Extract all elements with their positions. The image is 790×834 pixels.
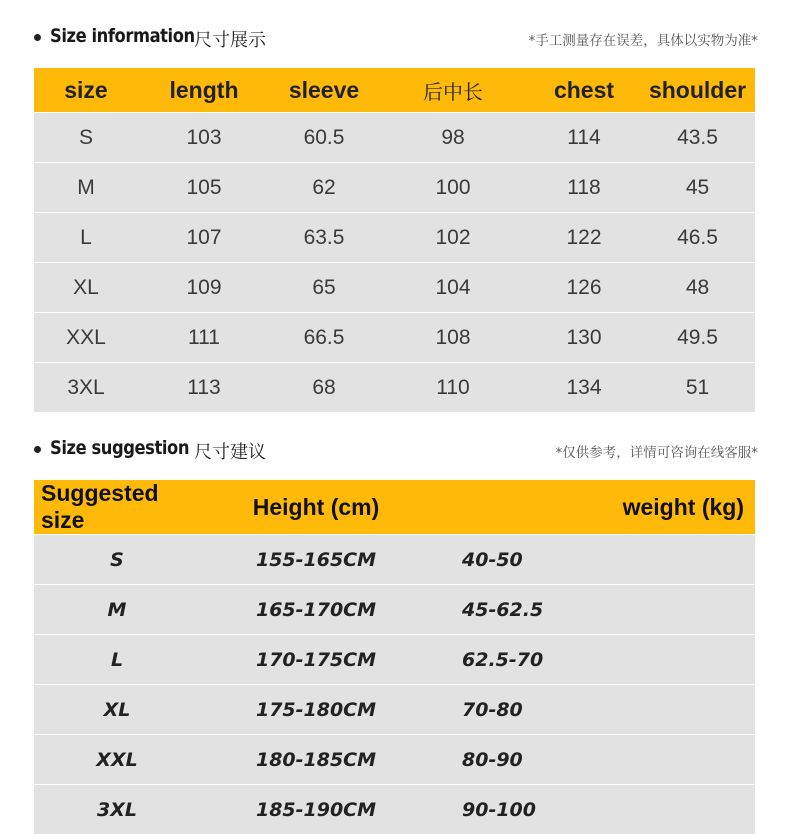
size-information-heading bbox=[34, 23, 758, 53]
cell-weight: 70-80 bbox=[432, 685, 755, 735]
cell-chest: 130 bbox=[528, 313, 640, 363]
size-information-title-cn: 尺寸展示 bbox=[194, 30, 266, 51]
size-suggestion-title-cn: 尺寸建议 bbox=[194, 442, 266, 463]
size-information-title: Size information bbox=[50, 25, 195, 47]
cell-chest: 114 bbox=[528, 113, 640, 163]
cell-height: 155-165CM bbox=[200, 535, 432, 585]
cell-shoulder: 49.5 bbox=[640, 313, 755, 363]
cell-chest: 122 bbox=[528, 213, 640, 263]
cell-length: 103 bbox=[138, 113, 270, 163]
column-header-height: Height (cm) bbox=[200, 480, 432, 535]
cell-back-length: 108 bbox=[378, 313, 528, 363]
cell-shoulder: 45 bbox=[640, 163, 755, 213]
cell-height: 170-175CM bbox=[200, 635, 432, 685]
table-row bbox=[34, 785, 755, 834]
bullet-dot-icon bbox=[34, 34, 41, 41]
cell-back-length: 98 bbox=[378, 113, 528, 163]
table-row bbox=[34, 735, 755, 785]
cell-length: 105 bbox=[138, 163, 270, 213]
cell-height: 180-185CM bbox=[200, 735, 432, 785]
cell-size: XXL bbox=[34, 313, 138, 363]
table-row bbox=[34, 163, 755, 213]
cell-sleeve: 68 bbox=[270, 363, 378, 413]
table-row bbox=[34, 113, 755, 163]
column-header-size: size bbox=[34, 68, 138, 113]
table-row bbox=[34, 313, 755, 363]
cell-size: XL bbox=[34, 263, 138, 313]
cell-size: M bbox=[34, 163, 138, 213]
cell-suggested-size: M bbox=[34, 585, 200, 635]
cell-length: 109 bbox=[138, 263, 270, 313]
table-row bbox=[34, 585, 755, 635]
size-suggestion-title: Size suggestion bbox=[50, 437, 190, 459]
column-header-shoulder: shoulder bbox=[640, 68, 755, 113]
cell-back-length: 102 bbox=[378, 213, 528, 263]
measurement-note: *手工测量存在误差，具体以实物为准* bbox=[528, 33, 758, 49]
cell-height: 175-180CM bbox=[200, 685, 432, 735]
cell-sleeve: 62 bbox=[270, 163, 378, 213]
size-information-table bbox=[34, 68, 755, 412]
table-row bbox=[34, 685, 755, 735]
column-header-back-length: 后中长 bbox=[378, 68, 528, 113]
table-row bbox=[34, 635, 755, 685]
cell-back-length: 110 bbox=[378, 363, 528, 413]
cell-height: 185-190CM bbox=[200, 785, 432, 834]
column-header-weight: weight (kg) bbox=[432, 480, 755, 535]
cell-chest: 126 bbox=[528, 263, 640, 313]
reference-note: *仅供参考，详情可咨询在线客服* bbox=[555, 445, 758, 461]
cell-weight: 62.5-70 bbox=[432, 635, 755, 685]
bullet-dot-icon bbox=[34, 446, 41, 453]
column-header-chest: chest bbox=[528, 68, 640, 113]
table-header-row bbox=[34, 480, 755, 535]
cell-length: 113 bbox=[138, 363, 270, 413]
cell-suggested-size: S bbox=[34, 535, 200, 585]
cell-size: L bbox=[34, 213, 138, 263]
cell-back-length: 100 bbox=[378, 163, 528, 213]
table-row bbox=[34, 263, 755, 313]
cell-suggested-size: L bbox=[34, 635, 200, 685]
table-header-row bbox=[34, 68, 755, 113]
cell-sleeve: 66.5 bbox=[270, 313, 378, 363]
cell-chest: 134 bbox=[528, 363, 640, 413]
size-suggestion-table bbox=[34, 480, 755, 834]
cell-size: 3XL bbox=[34, 363, 138, 413]
cell-sleeve: 63.5 bbox=[270, 213, 378, 263]
cell-chest: 118 bbox=[528, 163, 640, 213]
column-header-sleeve: sleeve bbox=[270, 68, 378, 113]
cell-suggested-size: XXL bbox=[34, 735, 200, 785]
cell-sleeve: 60.5 bbox=[270, 113, 378, 163]
cell-weight: 45-62.5 bbox=[432, 585, 755, 635]
column-header-suggested-size: Suggested size bbox=[34, 480, 200, 535]
table-row bbox=[34, 535, 755, 585]
cell-shoulder: 43.5 bbox=[640, 113, 755, 163]
cell-back-length: 104 bbox=[378, 263, 528, 313]
cell-length: 111 bbox=[138, 313, 270, 363]
cell-length: 107 bbox=[138, 213, 270, 263]
cell-height: 165-170CM bbox=[200, 585, 432, 635]
table-row bbox=[34, 213, 755, 263]
cell-weight: 80-90 bbox=[432, 735, 755, 785]
column-header-length: length bbox=[138, 68, 270, 113]
cell-weight: 90-100 bbox=[432, 785, 755, 834]
cell-suggested-size: XL bbox=[34, 685, 200, 735]
size-suggestion-heading bbox=[34, 435, 758, 465]
cell-size: S bbox=[34, 113, 138, 163]
cell-shoulder: 48 bbox=[640, 263, 755, 313]
cell-sleeve: 65 bbox=[270, 263, 378, 313]
cell-weight: 40-50 bbox=[432, 535, 755, 585]
cell-suggested-size: 3XL bbox=[34, 785, 200, 834]
table-row bbox=[34, 363, 755, 413]
cell-shoulder: 51 bbox=[640, 363, 755, 413]
cell-shoulder: 46.5 bbox=[640, 213, 755, 263]
